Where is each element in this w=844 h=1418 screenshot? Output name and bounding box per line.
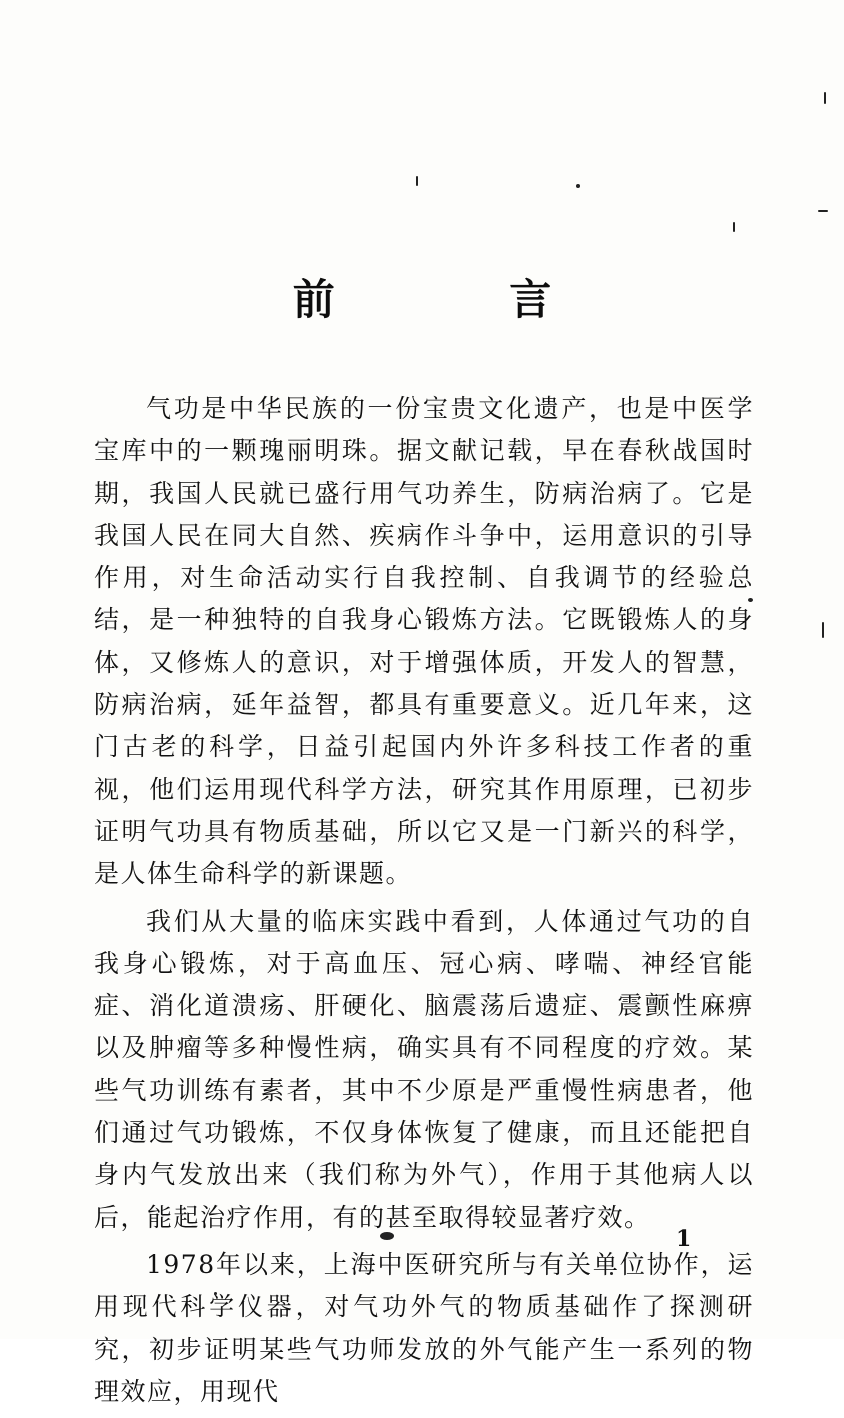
- page-title: 前 言: [292, 275, 632, 324]
- page-number: 1: [676, 1226, 692, 1252]
- scan-speck: [824, 92, 826, 104]
- paragraph: 1978年以来，上海中医研究所与有关单位协作，运用现代科学仪器，对气功外气的物质基础作了探测研究，初步证明某些气功师发放的外气能产生一系列的物理效应，用现代: [94, 1249, 754, 1406]
- scan-speck: [416, 176, 418, 186]
- paragraph: 气功是中华民族的一份宝贵文化遗产，也是中医学宝库中的一颗瑰丽明珠。据文献记载，早在春秋战国时期，我国人民就已盛行用气功养生，防病治病了。它是我国人民在同大自然、疾病作斗争中，运用意识的引导作用，对生命活动实行自我控制、自我调节的经验总结，是一种独特的自我身心锻炼方法。它既锻炼人的身体，又修炼人的意识，对于增强体质，开发人的智慧，防病治病，延年益智，都具有重要意义。近几年来，这门古老的科学，日益引起国内外许多科技工作者的重视，他们运用现代科学方法，研究其作用原理，已初步证明气功具有物质基础，所以它又是一门新兴的科学，是人体生命科学的新课题。: [94, 394, 754, 889]
- scan-speck: [822, 622, 824, 638]
- body-text: [94, 388, 754, 1418]
- scan-speck: [733, 222, 735, 232]
- scan-speck: [576, 184, 580, 188]
- paragraph: 我们从大量的临床实践中看到，人体通过气功的自我身心锻炼，对于高血压、冠心病、哮喘、神经官能症、消化道溃疡、肝硬化、脑震荡后遗症、震颤性麻痹以及肿瘤等多种慢性病，确实具有不同程度的疗效。某些气功训练有素者，其中不少原是严重慢性病患者，他们通过气功锻炼，不仅身体恢复了健康，而且还能把自身内气发放出来（我们称为外气），作用于其他病人以后，能起治疗作用，有的甚至取得较显著疗效。: [94, 906, 754, 1232]
- scan-speck: [818, 210, 828, 212]
